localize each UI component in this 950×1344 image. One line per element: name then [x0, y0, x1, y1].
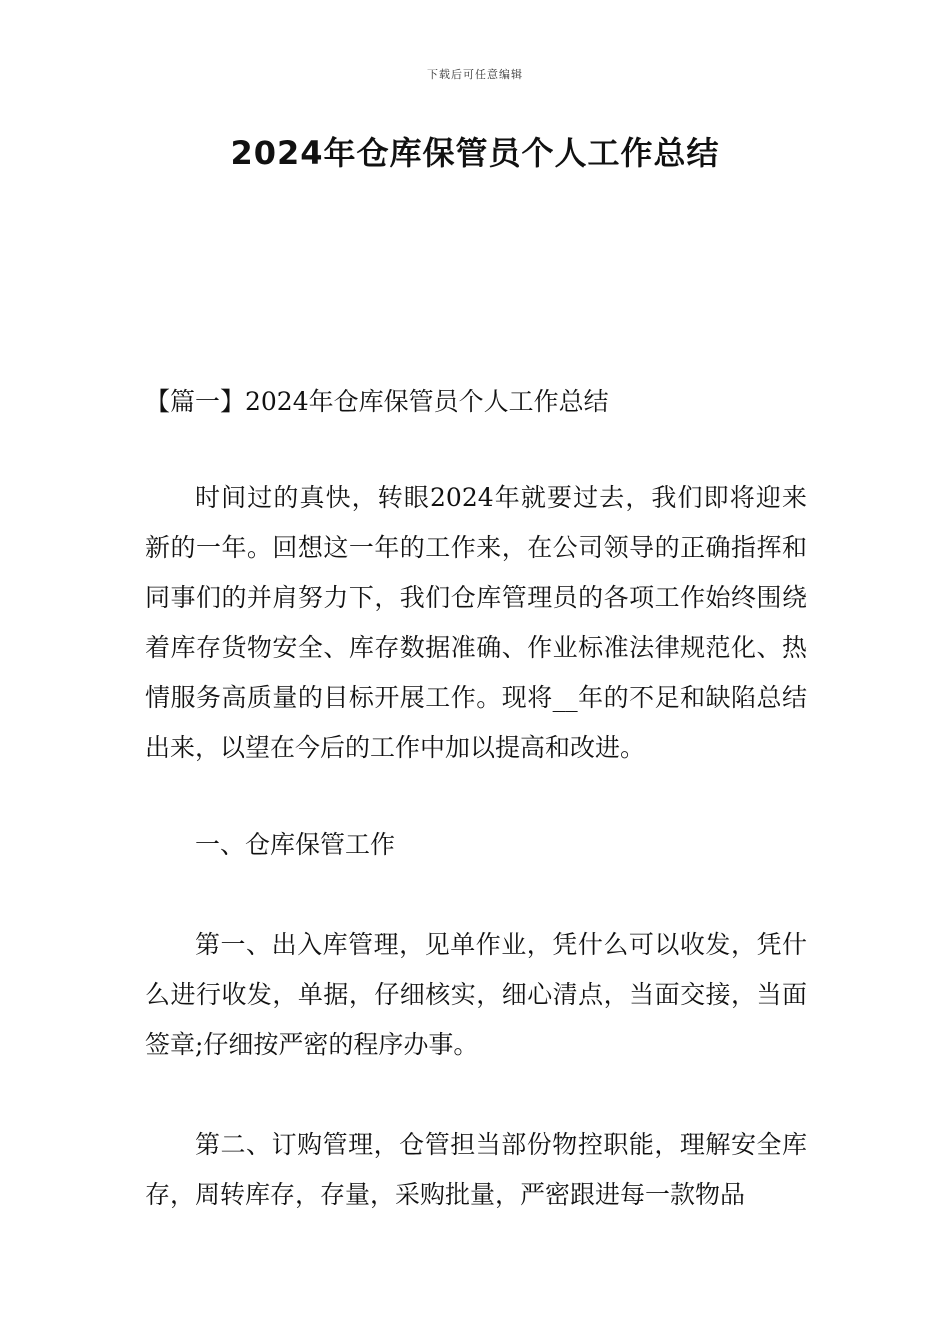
document-title: 2024年仓库保管员个人工作总结 — [230, 134, 720, 172]
header-note: 下载后可任意编辑 — [427, 68, 523, 81]
article-heading: 【篇一】2024年仓库保管员个人工作总结 — [145, 387, 609, 416]
section-paragraph-1: 第一、出入库管理，见单作业，凭什么可以收发，凭什么进行收发，单据，仔细核实，细心清点，当面交接，当面签章;仔细按严密的程序办事。 — [145, 930, 807, 1059]
intro-paragraph: 时间过的真快，转眼2024年就要过去，我们即将迎来新的一年。回想这一年的工作来，在公司领导的正确指挥和同事们的并肩努力下，我们仓库管理员的各项工作始终围绕着库存货物安全、库存数据准确、作业标准法律规范化、热情服务高质量的目标开展工作。现将__年的不足和缺陷总结出来，以望在今后的工作中加以提高和改进。 — [145, 483, 807, 762]
section-title: 一、仓库保管工作 — [195, 830, 396, 859]
section-paragraph-2: 第二、订购管理，仓管担当部份物控职能，理解安全库存，周转库存，存量，采购批量，严密跟进每一款物品 — [145, 1130, 807, 1209]
